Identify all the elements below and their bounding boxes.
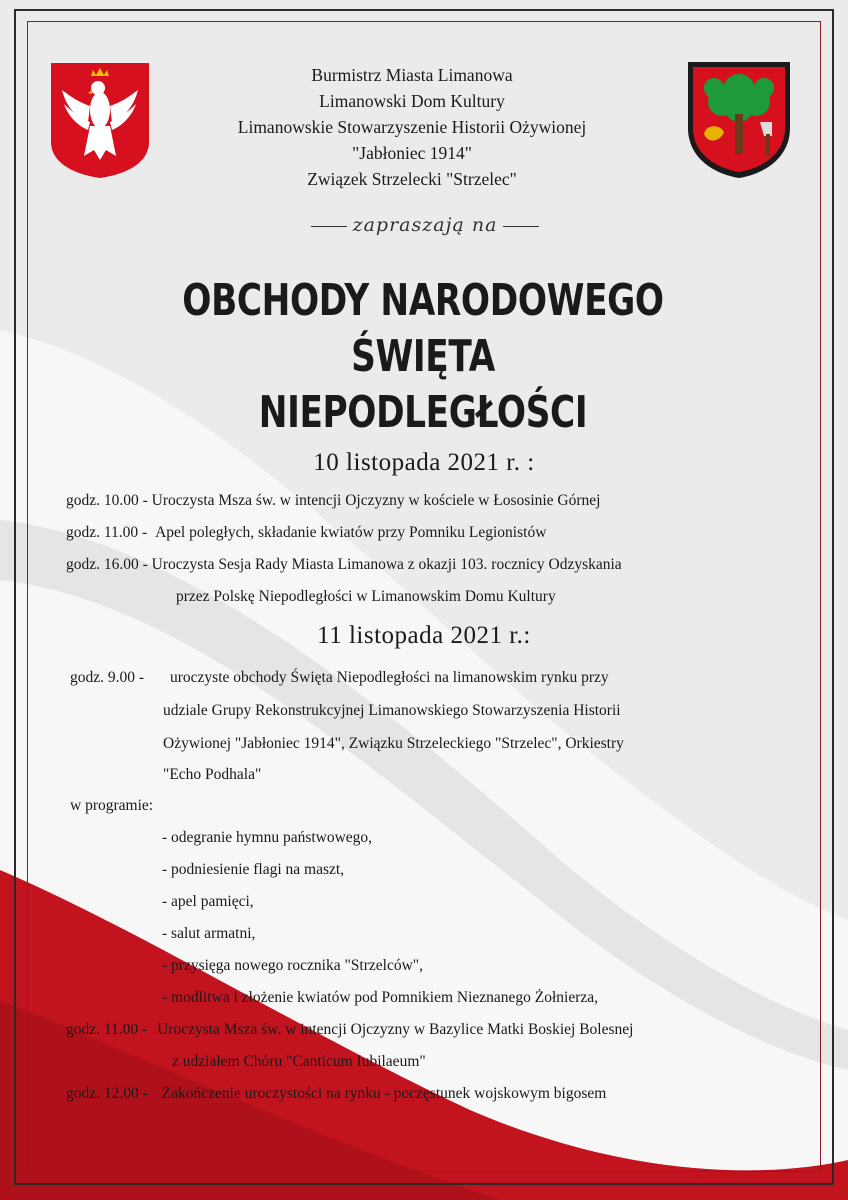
schedule-text: Uroczysta Msza św. w intencji Ojczyzny w Bazylice Matki Boskiej Bolesnej xyxy=(157,1021,634,1038)
invite-text: zapraszają na xyxy=(352,214,498,236)
day2-date: 11 listopada 2021 r.: xyxy=(317,622,531,649)
schedule-time: godz. 9.00 - xyxy=(70,669,145,686)
program-item: - odegranie hymnu państwowego, xyxy=(162,829,373,846)
schedule-time: godz. 10.00 - xyxy=(66,492,148,509)
invite-line xyxy=(250,214,600,236)
schedule-text-line: uroczyste obchody Święta Niepodległości na limanowskim rynku przy xyxy=(170,669,609,686)
event-title-line1: OBCHODY NARODOWEGO ŚWIĘTA xyxy=(182,275,664,382)
schedule-time: godz. 12.00 - xyxy=(66,1085,148,1102)
schedule-text: Uroczysta Msza św. w intencji Ojczyzny w kościele w Łososinie Górnej xyxy=(151,492,601,509)
schedule-item xyxy=(66,1085,606,1103)
schedule-text-continued: z udziałem Chóru "Canticum Iubilaeum" xyxy=(172,1053,426,1070)
program-item: - podniesienie flagi na maszt, xyxy=(162,861,345,878)
program-item: - apel pamięci, xyxy=(162,893,254,910)
program-item: - modlitwa i złożenie kwiatów pod Pomnikiem Nieznanego Żołnierza, xyxy=(162,989,599,1006)
schedule-time: godz. 16.00 - xyxy=(66,556,148,573)
organizer-line: Limanowski Dom Kultury xyxy=(319,91,505,111)
organizer-line: Limanowskie Stowarzyszenie Historii Ożywionej xyxy=(237,117,587,137)
schedule-item xyxy=(66,1021,633,1039)
schedule-text-line: udziale Grupy Rekonstrukcyjnej Limanowskiego Stowarzyszenia Historii xyxy=(163,702,621,719)
organizer-line: Burmistrz Miasta Limanowa xyxy=(311,65,513,85)
day1-date: 10 listopada 2021 r. : xyxy=(313,449,535,476)
schedule-text-continued: przez Polskę Niepodległości w Limanowskim Domu Kultury xyxy=(176,588,556,605)
schedule-text: Apel poległych, składanie kwiatów przy Pomniku Legionistów xyxy=(155,524,547,541)
dash-divider xyxy=(311,226,347,227)
program-item: - przysięga nowego rocznika "Strzelców", xyxy=(162,957,423,974)
schedule-text-line: "Echo Podhala" xyxy=(163,766,262,783)
organizer-line: Związek Strzelecki "Strzelec" xyxy=(307,169,517,189)
schedule-time: godz. 11.00 - xyxy=(66,1021,148,1038)
program-label: w programie: xyxy=(70,797,154,814)
schedule-text: Uroczysta Sesja Rady Miasta Limanowa z okazji 103. rocznicy Odzyskania xyxy=(151,556,622,573)
schedule-item xyxy=(66,492,600,510)
schedule-item xyxy=(66,524,546,542)
program-item: - salut armatni, xyxy=(162,925,256,942)
event-title xyxy=(140,273,706,441)
polish-eagle-icon xyxy=(48,60,152,180)
schedule-text: Zakończenie uroczystości na rynku - poczęstunek wojskowym bigosem xyxy=(161,1085,607,1102)
organizer-line: "Jabłoniec 1914" xyxy=(352,143,472,163)
dash-divider xyxy=(503,226,539,227)
schedule-time: godz. 11.00 - xyxy=(66,524,148,541)
event-title-line2: NIEPODLEGŁOŚCI xyxy=(258,387,588,438)
schedule-item xyxy=(66,556,622,574)
schedule-text-line: Ożywionej "Jabłoniec 1914", Związku Strzeleckiego "Strzelec", Orkiestry xyxy=(163,735,624,752)
limanowa-coat-of-arms-icon xyxy=(684,58,794,182)
organizers xyxy=(150,62,674,192)
